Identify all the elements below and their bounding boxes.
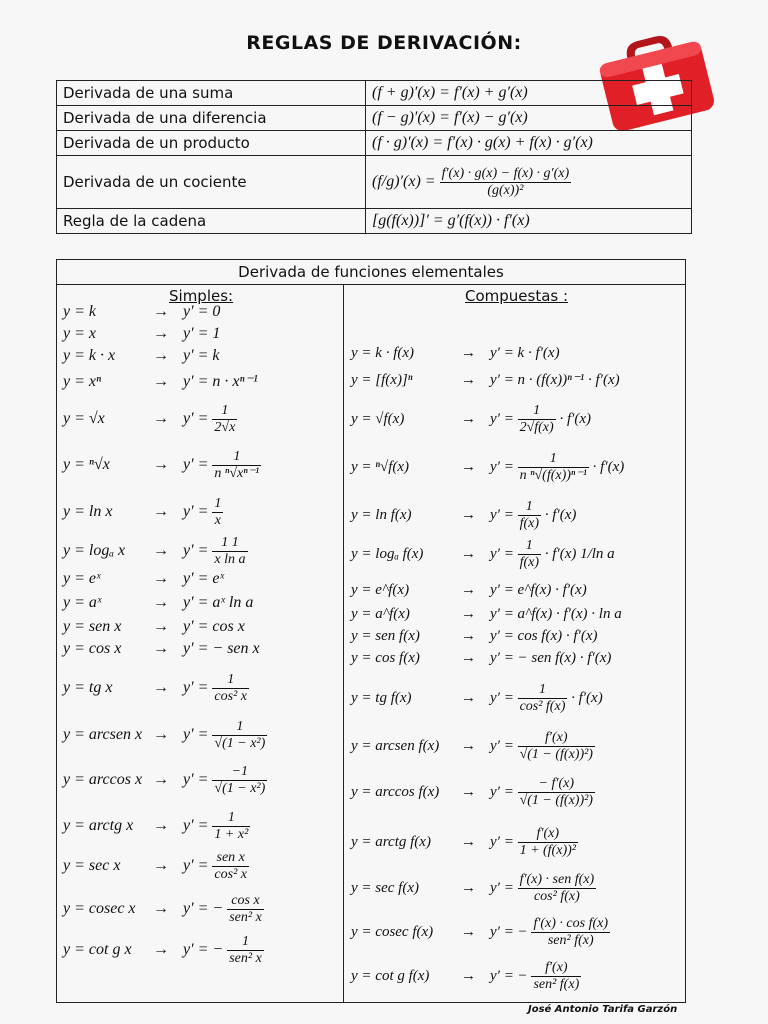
formula-row bbox=[63, 303, 220, 321]
function-expression: y = tg f(x) bbox=[351, 689, 412, 706]
formula-row bbox=[63, 594, 253, 612]
fraction bbox=[227, 893, 264, 926]
function-expression: y = a^f(x) bbox=[351, 606, 410, 622]
arrow-icon: → bbox=[461, 606, 476, 622]
derivative-expression bbox=[490, 826, 578, 858]
numerator: 1 bbox=[212, 719, 267, 736]
arrow-icon: → bbox=[153, 373, 169, 390]
numerator: − f′(x) bbox=[518, 776, 595, 793]
function-expression: y = sec x bbox=[63, 857, 121, 875]
function-expression: y = arccos f(x) bbox=[351, 783, 440, 800]
derivative-expression: y′ = eˣ bbox=[183, 570, 225, 587]
fraction bbox=[518, 776, 595, 809]
formula-row bbox=[351, 872, 596, 905]
formula-row bbox=[63, 403, 237, 436]
table-row bbox=[57, 106, 692, 131]
derivative-lhs: y′ = bbox=[183, 503, 213, 521]
arrow-icon: → bbox=[153, 325, 169, 342]
arrow-icon: → bbox=[153, 941, 169, 959]
derivative-lhs: y′ = bbox=[490, 545, 518, 562]
function-expression: y = sen f(x) bbox=[351, 628, 420, 644]
function-expression: y = cot g f(x) bbox=[351, 967, 430, 984]
arrow-icon: → bbox=[153, 618, 169, 635]
fraction bbox=[212, 850, 249, 883]
derivative-expression bbox=[183, 496, 223, 528]
rule-formula: [g(f(x))]′ = g′(f(x)) · f′(x) bbox=[366, 209, 692, 234]
derivative-expression bbox=[490, 538, 615, 570]
derivative-lhs: y′ = bbox=[183, 456, 213, 474]
denominator: f(x) bbox=[519, 516, 539, 531]
function-expression: y = cos x bbox=[63, 640, 122, 657]
denominator: x bbox=[214, 513, 222, 528]
derivative-lhs: y′ = bbox=[183, 679, 213, 697]
arrow-icon: → bbox=[461, 345, 476, 361]
formula-row bbox=[351, 682, 603, 715]
function-expression: y = ⁿ√f(x) bbox=[351, 458, 410, 475]
fraction bbox=[518, 872, 597, 905]
function-expression: y = cos f(x) bbox=[351, 650, 420, 666]
fraction bbox=[212, 764, 267, 797]
numerator: 1 bbox=[227, 934, 264, 951]
denominator: f(x) bbox=[519, 555, 539, 570]
rule-formula: (f − g)′(x) = f′(x) − g′(x) bbox=[366, 106, 692, 131]
numerator: 1 bbox=[518, 682, 568, 699]
rule-formula: (f · g)′(x) = f′(x) · g(x) + f(x) · g′(x) bbox=[366, 131, 692, 156]
formula-row bbox=[63, 496, 223, 529]
function-expression: y = √f(x) bbox=[351, 410, 405, 427]
formula-row bbox=[351, 499, 576, 532]
formula-row bbox=[351, 403, 591, 436]
function-expression: y = ⁿ√x bbox=[63, 456, 110, 474]
column-divider bbox=[343, 285, 344, 1002]
numerator: 1 bbox=[212, 403, 237, 420]
function-expression: y = √x bbox=[63, 410, 105, 428]
derivative-lhs: y′ = bbox=[183, 817, 213, 835]
derivative-expression bbox=[490, 451, 625, 483]
function-expression: y = x bbox=[63, 325, 96, 342]
simple-column-title: Simples: bbox=[169, 287, 234, 305]
formula-row bbox=[63, 325, 220, 343]
formula-row bbox=[63, 934, 264, 967]
fraction bbox=[212, 810, 250, 843]
function-expression: y = ln x bbox=[63, 503, 113, 521]
derivative-expression bbox=[183, 672, 249, 704]
numerator: f′(x) bbox=[518, 730, 595, 747]
numerator: 1 bbox=[214, 496, 222, 511]
denominator: sen² x bbox=[229, 910, 262, 925]
derivative-expression bbox=[183, 764, 267, 796]
derivative-lhs: y′ = bbox=[183, 542, 213, 560]
derivation-rules-table bbox=[56, 80, 692, 234]
page-title: REGLAS DE DERIVACIÓN: bbox=[246, 32, 522, 54]
fraction bbox=[212, 496, 223, 529]
derivative-expression: y′ = − sen x bbox=[183, 640, 260, 657]
arrow-icon: → bbox=[153, 771, 169, 789]
derivative-expression bbox=[183, 850, 249, 882]
derivative-rhs: · f′(x) bbox=[567, 689, 603, 706]
function-expression: y = eˣ bbox=[63, 570, 101, 587]
formula-row bbox=[351, 960, 581, 993]
denominator: cos² f(x) bbox=[519, 699, 566, 714]
rule-label: Derivada de una suma bbox=[57, 81, 366, 106]
derivative-expression bbox=[490, 730, 595, 762]
formula-row bbox=[63, 850, 249, 883]
arrow-icon: → bbox=[153, 347, 169, 364]
denominator: (g(x))² bbox=[487, 182, 524, 198]
formula-row bbox=[351, 606, 622, 623]
fraction bbox=[518, 682, 568, 715]
rule-formula: (f + g)′(x) = f′(x) + g′(x) bbox=[366, 81, 692, 106]
denominator: 1 + (f(x))² bbox=[519, 843, 576, 858]
derivative-lhs: y′ = bbox=[183, 857, 213, 875]
derivative-expression bbox=[183, 893, 264, 925]
derivative-lhs: y′ = bbox=[183, 726, 213, 744]
function-expression: y = [f(x)]ⁿ bbox=[351, 372, 413, 388]
derivative-expression bbox=[183, 449, 261, 481]
derivative-lhs: y′ = bbox=[490, 783, 518, 800]
function-expression: y = k bbox=[63, 303, 96, 320]
numerator: f′(x) · cos f(x) bbox=[533, 916, 609, 931]
derivative-lhs: y′ = bbox=[490, 410, 518, 427]
formula-row bbox=[63, 347, 220, 365]
function-expression: y = cosec f(x) bbox=[351, 923, 434, 940]
derivative-expression bbox=[183, 403, 237, 435]
derivative-lhs: y′ = bbox=[183, 771, 213, 789]
rule-label: Derivada de un producto bbox=[57, 131, 366, 156]
derivative-expression: y′ = e^f(x) · f′(x) bbox=[490, 582, 587, 598]
formula-row bbox=[63, 640, 260, 658]
fraction bbox=[227, 934, 264, 967]
arrow-icon: → bbox=[153, 679, 169, 697]
denominator: 2√x bbox=[214, 420, 236, 435]
formula-row bbox=[63, 719, 267, 752]
denominator: √(1 − (f(x))²) bbox=[519, 747, 593, 762]
derivative-expression: y′ = k · f′(x) bbox=[490, 345, 560, 361]
derivative-rhs: · f′(x) bbox=[555, 410, 592, 427]
derivative-lhs: y′ = bbox=[490, 879, 518, 896]
denominator: √(1 − x²) bbox=[214, 781, 266, 796]
formula-row bbox=[63, 371, 258, 391]
formula-row bbox=[351, 776, 595, 809]
arrow-icon: → bbox=[153, 570, 169, 587]
denominator: √(1 − x²) bbox=[214, 736, 266, 751]
arrow-icon: → bbox=[461, 372, 476, 388]
formula-row bbox=[351, 538, 615, 571]
denominator: n ⁿ√xⁿ⁻¹ bbox=[214, 466, 260, 481]
fraction bbox=[531, 960, 581, 993]
arrow-icon: → bbox=[153, 640, 169, 657]
fraction bbox=[518, 730, 595, 763]
formula-row bbox=[63, 810, 250, 843]
formula-lhs: (f/g)′(x) = bbox=[372, 172, 436, 190]
derivative-expression: y′ = 1 bbox=[183, 325, 221, 342]
function-expression: y = cot g x bbox=[63, 941, 132, 959]
arrow-icon: → bbox=[461, 628, 476, 644]
denominator: sen² f(x) bbox=[547, 933, 594, 948]
fraction bbox=[212, 535, 247, 568]
arrow-icon: → bbox=[153, 456, 169, 474]
derivative-lhs: y′ = − bbox=[183, 900, 228, 918]
function-expression: y = tg x bbox=[63, 679, 113, 697]
arrow-icon: → bbox=[461, 545, 476, 562]
derivative-lhs: y′ = bbox=[490, 737, 518, 754]
numerator: 1 bbox=[212, 672, 249, 689]
denominator: sen² f(x) bbox=[533, 977, 580, 992]
table-row bbox=[57, 209, 692, 234]
formula-row bbox=[351, 345, 560, 362]
formula-row bbox=[63, 672, 249, 705]
fraction bbox=[518, 826, 578, 859]
arrow-icon: → bbox=[153, 594, 169, 611]
function-expression: y = arccos x bbox=[63, 771, 143, 789]
rule-label: Derivada de una diferencia bbox=[57, 106, 366, 131]
numerator: −1 bbox=[212, 764, 267, 781]
derivative-lhs: y′ = bbox=[490, 506, 518, 523]
denominator: n ⁿ√(f(x))ⁿ⁻¹ bbox=[519, 468, 587, 483]
numerator: f′(x) bbox=[531, 960, 581, 977]
numerator: f′(x) bbox=[518, 826, 578, 843]
numerator: 1 bbox=[518, 538, 541, 555]
arrow-icon: → bbox=[461, 650, 476, 666]
function-expression: y = ln f(x) bbox=[351, 506, 412, 523]
arrow-icon: → bbox=[153, 817, 169, 835]
derivative-lhs: y′ = bbox=[490, 833, 518, 850]
elementary-functions-box bbox=[56, 259, 686, 1003]
arrow-icon: → bbox=[461, 458, 476, 475]
derivative-expression bbox=[183, 535, 248, 567]
arrow-icon: → bbox=[461, 582, 476, 598]
fraction bbox=[212, 403, 237, 436]
fraction bbox=[518, 403, 556, 436]
arrow-icon: → bbox=[461, 689, 476, 706]
arrow-icon: → bbox=[153, 900, 169, 918]
formula-row bbox=[351, 370, 620, 389]
function-expression: y = xⁿ bbox=[63, 373, 102, 390]
denominator: 1 + x² bbox=[214, 827, 249, 842]
compound-column-title: Compuestas : bbox=[465, 287, 569, 305]
arrow-icon: → bbox=[153, 726, 169, 744]
function-expression: y = arcsen x bbox=[63, 726, 143, 744]
derivative-expression bbox=[490, 916, 610, 948]
derivative-expression bbox=[183, 719, 267, 751]
derivative-lhs: y′ = bbox=[490, 689, 518, 706]
numerator: f′(x) · g(x) − f(x) · g′(x) bbox=[441, 165, 570, 181]
arrow-icon: → bbox=[461, 833, 476, 850]
numerator: 1 bbox=[518, 403, 556, 420]
denominator: cos² x bbox=[214, 867, 247, 882]
function-expression: y = aˣ bbox=[63, 594, 102, 611]
derivative-lhs: y′ = bbox=[490, 458, 518, 475]
formula-row bbox=[63, 764, 267, 797]
formula-row bbox=[351, 582, 587, 599]
derivative-expression: y′ = n · xⁿ⁻¹ bbox=[183, 373, 258, 390]
author-signature: José Antonio Tarifa Garzón bbox=[528, 1004, 678, 1015]
fraction bbox=[212, 672, 249, 705]
derivative-rhs: · f′(x) bbox=[588, 458, 625, 475]
rule-label: Derivada de un cociente bbox=[57, 156, 366, 209]
arrow-icon: → bbox=[153, 857, 169, 875]
derivative-expression: y′ = 0 bbox=[183, 303, 221, 320]
derivative-expression: y′ = − sen f(x) · f′(x) bbox=[490, 650, 612, 666]
table-row bbox=[57, 156, 692, 209]
derivative-lhs: y′ = − bbox=[490, 967, 532, 984]
derivative-expression bbox=[183, 810, 250, 842]
derivative-lhs: y′ = − bbox=[490, 923, 532, 940]
derivative-expression bbox=[490, 872, 596, 904]
numerator: cos x bbox=[227, 893, 264, 910]
table-row bbox=[57, 131, 692, 156]
function-expression: y = logₐ x bbox=[63, 542, 126, 560]
function-expression: y = k · x bbox=[63, 347, 116, 364]
derivative-rhs: · f′(x) 1/ln a bbox=[541, 545, 615, 562]
derivative-expression: y′ = cos x bbox=[183, 618, 245, 635]
numerator: 1 bbox=[518, 451, 589, 468]
derivative-lhs: y′ = − bbox=[183, 941, 228, 959]
numerator: 1 bbox=[518, 499, 541, 516]
function-expression: y = arcsen f(x) bbox=[351, 737, 440, 754]
fraction bbox=[518, 538, 541, 571]
table-row bbox=[57, 81, 692, 106]
formula-row bbox=[351, 730, 595, 763]
arrow-icon: → bbox=[153, 303, 169, 320]
arrow-icon: → bbox=[461, 783, 476, 800]
function-expression: y = arctg x bbox=[63, 817, 134, 835]
arrow-icon: → bbox=[461, 923, 476, 940]
derivative-expression: y′ = n · (f(x))ⁿ⁻¹ · f′(x) bbox=[490, 372, 620, 388]
fraction bbox=[440, 166, 572, 199]
derivative-expression bbox=[490, 960, 581, 992]
numerator: 1 1 bbox=[212, 535, 247, 552]
formula-row bbox=[351, 451, 624, 484]
function-expression: y = sen x bbox=[63, 618, 122, 635]
formula-row bbox=[351, 916, 610, 949]
derivative-expression bbox=[490, 403, 592, 435]
denominator: cos² x bbox=[214, 689, 247, 704]
arrow-icon: → bbox=[461, 879, 476, 896]
derivative-expression: y′ = k bbox=[183, 347, 220, 364]
arrow-icon: → bbox=[153, 542, 169, 560]
derivative-expression: y′ = cos f(x) · f′(x) bbox=[490, 628, 598, 644]
arrow-icon: → bbox=[153, 503, 169, 521]
formula-row bbox=[63, 893, 264, 926]
rule-label: Regla de la cadena bbox=[57, 209, 366, 234]
numerator: 1 bbox=[212, 449, 261, 466]
arrow-icon: → bbox=[461, 410, 476, 427]
numerator: 1 bbox=[212, 810, 250, 827]
denominator: 2√f(x) bbox=[519, 420, 554, 435]
numerator: sen x bbox=[212, 850, 249, 867]
derivative-lhs: y′ = bbox=[183, 410, 213, 428]
fraction bbox=[518, 451, 589, 484]
function-expression: y = k · f(x) bbox=[351, 345, 415, 361]
arrow-icon: → bbox=[461, 737, 476, 754]
arrow-icon: → bbox=[153, 410, 169, 428]
fraction bbox=[518, 499, 541, 532]
function-expression: y = e^f(x) bbox=[351, 582, 410, 598]
formula-row bbox=[63, 449, 261, 482]
formula-row bbox=[351, 650, 611, 667]
rule-formula bbox=[366, 156, 692, 209]
numerator: f′(x) · sen f(x) bbox=[519, 872, 595, 887]
derivative-expression bbox=[183, 934, 264, 966]
formula-row bbox=[63, 570, 224, 588]
denominator: x ln a bbox=[214, 552, 246, 567]
derivative-expression: y′ = aˣ ln a bbox=[183, 594, 254, 611]
denominator: cos² f(x) bbox=[533, 889, 580, 904]
formula-row bbox=[63, 535, 248, 568]
function-expression: y = arctg f(x) bbox=[351, 833, 431, 850]
arrow-icon: → bbox=[461, 967, 476, 984]
formula-row bbox=[351, 628, 597, 645]
fraction bbox=[212, 449, 261, 482]
function-expression: y = sec f(x) bbox=[351, 879, 419, 896]
derivative-expression bbox=[490, 776, 595, 808]
derivative-expression bbox=[490, 499, 577, 531]
formula-row bbox=[351, 826, 578, 859]
derivative-rhs: · f′(x) bbox=[541, 506, 577, 523]
derivative-expression bbox=[490, 682, 603, 714]
fraction bbox=[212, 719, 267, 752]
formula-row bbox=[63, 618, 245, 636]
derivative-expression: y′ = a^f(x) · f′(x) · ln a bbox=[490, 606, 622, 622]
denominator: sen² x bbox=[229, 951, 262, 966]
function-expression: y = logₐ f(x) bbox=[351, 545, 424, 562]
fraction bbox=[531, 916, 610, 949]
denominator: √(1 − (f(x))²) bbox=[519, 793, 593, 808]
arrow-icon: → bbox=[461, 506, 476, 523]
function-expression: y = cosec x bbox=[63, 900, 136, 918]
section-title: Derivada de funciones elementales bbox=[57, 260, 685, 285]
